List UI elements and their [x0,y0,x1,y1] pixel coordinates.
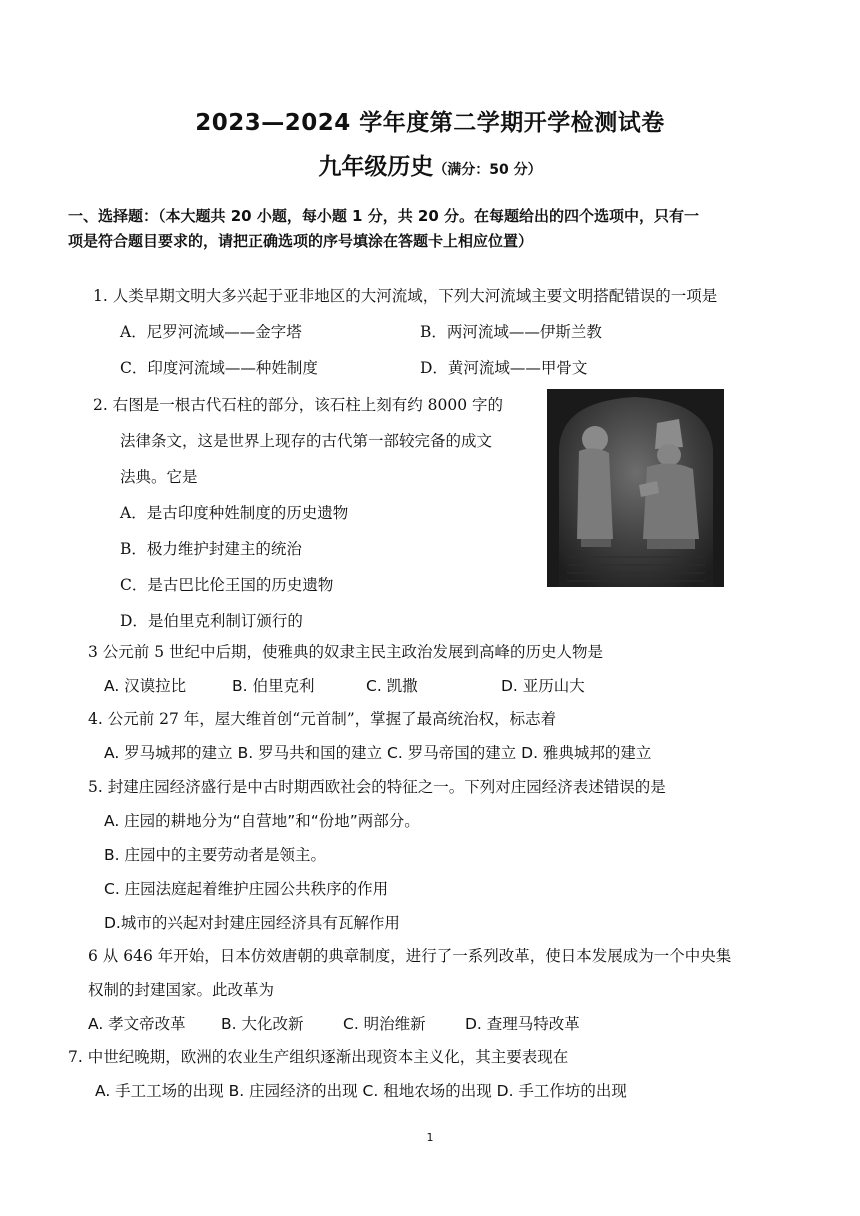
q3-option-b: B. 伯里克利 [232,677,315,695]
q7-stem: 7. 中世纪晚期，欧洲的农业生产组织逐渐出现资本主义化，其主要表现在 [68,1048,569,1066]
section-heading-line1: 一、选择题：（本大题共 20 小题，每小题 1 分，共 20 分。在每题给出的四个选项中，只有一 [68,207,700,225]
q2-stem-line3: 法典。它是 [120,468,198,486]
q6-option-b: B. 大化改新 [221,1015,304,1033]
q3-stem: 3 公元前 5 世纪中后期，使雅典的奴隶主民主政治发展到高峰的历史人物是 [88,643,604,661]
q1-option-d: D．黄河流域——甲骨文 [420,359,588,377]
q5-option-c: C. 庄园法庭起着维护庄园公共秩序的作用 [104,880,389,898]
q2-stem-line2: 法律条文，这是世界上现存的古代第一部较完备的成文 [120,432,493,450]
q1-option-c: C．印度河流域——种姓制度 [120,359,318,377]
q2-option-a: A．是古印度种姓制度的历史遗物 [120,504,349,522]
subject-name: 九年级历史 [318,154,434,180]
q4-options: A. 罗马城邦的建立 B. 罗马共和国的建立 C. 罗马帝国的建立 D. 雅典城邦的建立 [104,744,652,762]
q2-option-b: B．极力维护封建主的统治 [120,540,302,558]
exam-subtitle [0,148,860,181]
q6-option-c: C. 明治维新 [343,1015,426,1033]
q2-option-c: C．是古巴比伦王国的历史遗物 [120,576,334,594]
exam-title: 2023—2024 学年度第二学期开学检测试卷 [195,110,665,136]
q1-option-a: A．尼罗河流域——金字塔 [120,323,302,341]
q3-option-d: D. 亚历山大 [501,677,585,695]
q5-option-a: A. 庄园的耕地分为“自营地”和“份地”两部分。 [104,812,420,830]
code-of-hammurabi-stele-image [547,389,724,587]
q6-option-a: A. 孝文帝改革 [88,1015,186,1033]
q4-stem: 4. 公元前 27 年，屋大维首创“元首制”，掌握了最高统治权，标志着 [88,710,557,728]
q6-stem-line2: 权制的封建国家。此改革为 [88,981,275,999]
q6-option-d: D. 查理马特改革 [465,1015,580,1033]
q3-option-a: A. 汉谟拉比 [104,677,187,695]
q7-options: A. 手工工场的出现 B. 庄园经济的出现 C. 租地农场的出现 D. 手工作坊的出现 [95,1082,627,1100]
q5-option-d: D.城市的兴起对封建庄园经济具有瓦解作用 [104,914,400,932]
q3-option-c: C. 凯撒 [366,677,418,695]
q2-stem-line1: 2. 右图是一根古代石柱的部分，该石柱上刻有约 8000 字的 [93,396,504,414]
q1-stem: 1. 人类早期文明大多兴起于亚非地区的大河流域，下列大河流域主要文明搭配错误的一项是 [93,287,718,305]
q5-stem: 5. 封建庄园经济盛行是中古时期西欧社会的特征之一。下列对庄园经济表述错误的是 [88,778,666,796]
stele-illustration [547,389,724,587]
q5-option-b: B. 庄园中的主要劳动者是领主。 [104,846,326,864]
score-note: （满分：50 分） [433,162,542,178]
page-number: 1 [426,1131,434,1144]
q2-option-d: D．是伯里克利制订颁行的 [120,612,303,630]
q6-stem-line1: 6 从 646 年开始，日本仿效唐朝的典章制度，进行了一系列改革，使日本发展成为一个中央集 [88,947,732,965]
section-heading-line2: 项是符合题目要求的，请把正确选项的序号填涂在答题卡上相应位置） [68,232,534,250]
q1-option-b: B．两河流域——伊斯兰教 [420,323,602,341]
